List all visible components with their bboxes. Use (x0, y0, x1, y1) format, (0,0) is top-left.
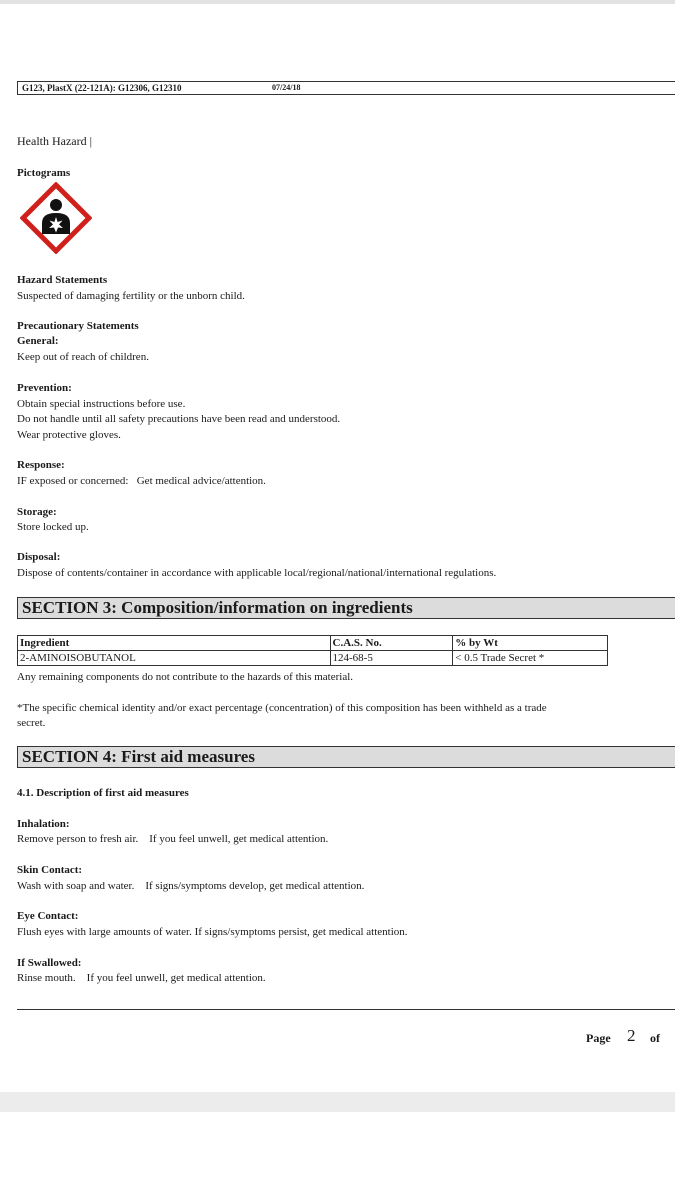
storage-text: Store locked up. (17, 521, 89, 533)
disposal-label: Disposal: (17, 551, 61, 563)
column-header-ingredient: Ingredient (18, 636, 331, 651)
skin-contact-label: Skin Contact: (17, 864, 83, 876)
footer-divider (17, 1009, 675, 1010)
inhalation-text: Remove person to fresh air. If you feel unwell, get medical attention. (17, 833, 329, 845)
prevention-label: Prevention: (17, 382, 72, 394)
weight-percent: < 0.5 Trade Secret * (453, 651, 608, 666)
storage-label: Storage: (17, 506, 57, 518)
column-header-weight: % by Wt (453, 636, 608, 651)
revision-date: 07/24/18 (272, 83, 301, 92)
ingredients-table (17, 635, 608, 666)
if-swallowed-label: If Swallowed: (17, 957, 82, 969)
health-hazard-icon (20, 182, 92, 254)
cas-number: 124-68-5 (330, 651, 453, 666)
inhalation-label: Inhalation: (17, 818, 70, 830)
page-number: 2 (627, 1026, 636, 1045)
disposal-text: Dispose of contents/container in accordance with applicable local/regional/national/international regulations. (17, 567, 497, 579)
remaining-components-note: Any remaining components do not contribute to the hazards of this material. (17, 671, 354, 683)
section-4-title: SECTION 4: First aid measures (17, 746, 675, 768)
product-identifier: G123, PlastX (22-121A): G12306, G12310 (22, 83, 182, 93)
eye-contact-text: Flush eyes with large amounts of water. If signs/symptoms persist, get medical attention. (17, 926, 408, 938)
document-header-bar (17, 81, 675, 95)
pictograms-heading: Pictograms (17, 167, 71, 179)
general-label: General: (17, 335, 59, 347)
trade-secret-footnote-cont: secret. (17, 717, 46, 729)
prevention-line: Obtain special instructions before use. (17, 398, 186, 410)
page-label: Page (586, 1031, 611, 1045)
ingredient-name: 2-AMINOISOBUTANOL (18, 651, 331, 666)
section-3-title: SECTION 3: Composition/information on ingredients (17, 597, 675, 619)
if-swallowed-text: Rinse mouth. If you feel unwell, get medical attention. (17, 972, 266, 984)
response-text: IF exposed or concerned: Get medical advice/attention. (17, 475, 266, 487)
hazard-class: Health Hazard | (17, 134, 93, 148)
precautionary-heading: Precautionary Statements (17, 320, 139, 332)
prevention-line: Wear protective gloves. (17, 429, 121, 441)
viewer-blank-area (0, 1112, 675, 1200)
table-row (18, 651, 608, 666)
first-aid-subheading: 4.1. Description of first aid measures (17, 787, 189, 799)
hazard-statement-text: Suspected of damaging fertility or the unborn child. (17, 290, 245, 302)
page-of-label: of (650, 1031, 660, 1045)
trade-secret-footnote: *The specific chemical identity and/or exact percentage (concentration) of this composition has been withheld as a trade (17, 702, 547, 714)
eye-contact-label: Eye Contact: (17, 910, 79, 922)
hazard-statements-heading: Hazard Statements (17, 274, 108, 286)
skin-contact-text: Wash with soap and water. If signs/symptoms develop, get medical attention. (17, 880, 365, 892)
prevention-line: Do not handle until all safety precautions have been read and understood. (17, 413, 341, 425)
table-header-row (18, 636, 608, 651)
general-text: Keep out of reach of children. (17, 351, 149, 363)
response-label: Response: (17, 459, 65, 471)
column-header-cas: C.A.S. No. (330, 636, 453, 651)
